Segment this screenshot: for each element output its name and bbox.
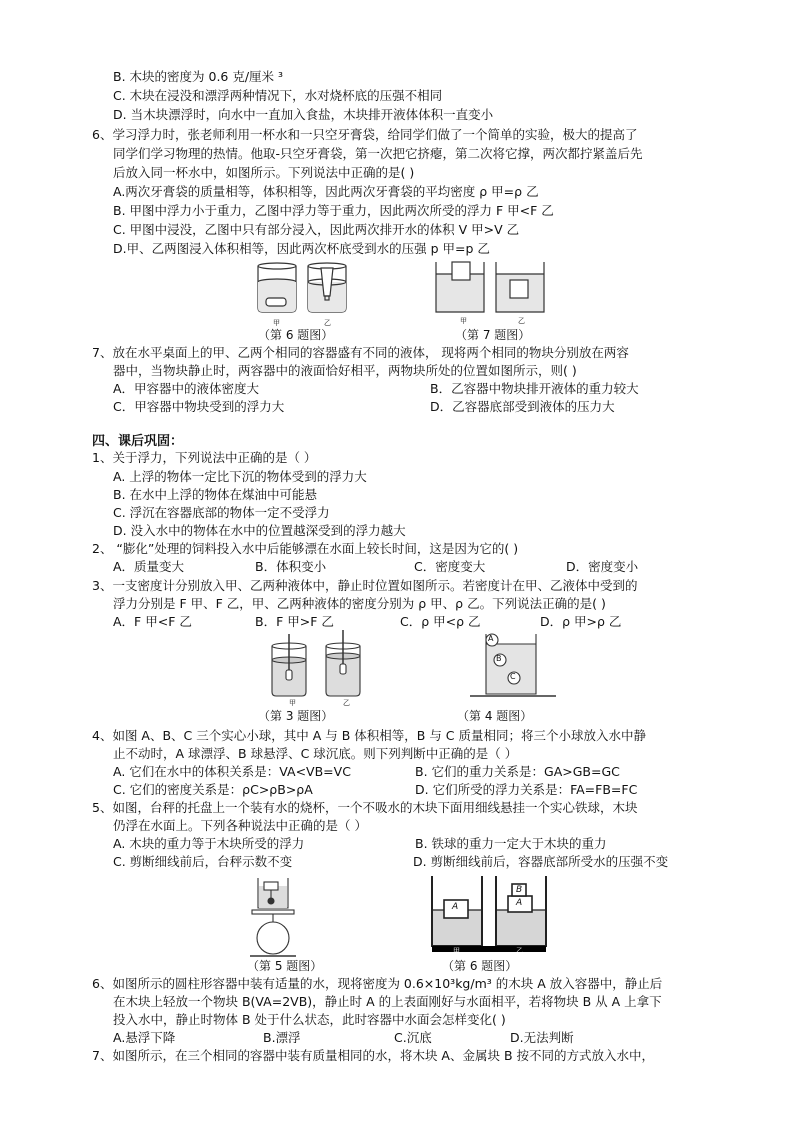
- figure-caption: （第 4 题图）: [457, 709, 533, 723]
- figure-caption: （第 6 题图）: [442, 959, 518, 973]
- option-text: A. 它们在水中的体积关系是：VA<VB=VC: [113, 764, 351, 779]
- option-text: D.无法判断: [510, 1030, 574, 1045]
- figure-label: 甲: [460, 317, 467, 325]
- question-stem: 在木块上轻放一个物块 B(VA=2VB)，静止时 A 的上表面刚好与水面相平，若将物块 B 从 A 上拿下: [113, 994, 662, 1009]
- figure-label: 乙: [343, 699, 350, 707]
- question-stem: 投入水中，静止时物体 B 处于什么状态，此时容器中水面会怎样变化( ): [113, 1012, 506, 1027]
- figure-scale: [244, 872, 304, 960]
- option-text: A.两次牙膏袋的质量相等，体积相等，因此两次牙膏袋的平均密度 ρ 甲=ρ 乙: [113, 184, 539, 199]
- question-stem: 3、一支密度计分别放入甲、乙两种液体中，静止时位置如图所示。若密度计在甲、乙液体中受到的: [92, 578, 638, 593]
- option-text: C．甲容器中物块受到的浮力大: [113, 399, 285, 414]
- question-stem: 7、放在水平桌面上的甲、乙两个相同的容器盛有不同的液体， 现将两个相同的物块分别放在两容: [92, 345, 629, 360]
- option-text: B. 在水中上浮的物体在煤油中可能悬: [113, 487, 318, 502]
- question-stem: 仍浮在水面上。下列各种说法中正确的是（ ）: [113, 818, 367, 833]
- option-text: C. 木块在浸没和漂浮两种情况下，水对烧杯底的压强不相同: [113, 88, 443, 103]
- question-stem: 后放入同一杯水中，如图所示。下列说法中正确的是( ): [113, 165, 415, 180]
- question-stem: 4、如图 A、B、C 三个实心小球，其中 A 与 B 体积相等，B 与 C 质量相同；将三个小球放入水中静: [92, 728, 646, 743]
- question-stem: 1、关于浮力，下列说法中正确的是（ ）: [92, 450, 317, 465]
- option-text: D.甲、乙两图浸入体积相等，因此两次杯底受到水的压强 p 甲=p 乙: [113, 241, 490, 256]
- section-heading: 四、课后巩固：: [92, 434, 184, 449]
- option-text: D．乙容器底部受到液体的压力大: [430, 399, 615, 414]
- question-stem: 7、如图所示，在三个相同的容器中装有质量相同的水，将木块 A、金属块 B 按不同的方式放入水中，: [92, 1048, 655, 1063]
- option-text: B. 铁球的重力一定大于木块的重力: [415, 836, 607, 851]
- option-text: A. 上浮的物体一定比下沉的物体受到的浮力大: [113, 469, 367, 484]
- block-label-a: A: [452, 902, 459, 912]
- option-text: C. 它们的密度关系是：ρC>ρB>ρA: [113, 782, 313, 797]
- ball-label-b: B: [496, 654, 502, 663]
- option-text: C. 甲图中浸没，乙图中只有部分浸入，因此两次排开水的体积 V 甲>V 乙: [113, 222, 520, 237]
- block-label-a: A: [516, 898, 523, 908]
- figure-hydrometer: [262, 630, 372, 700]
- option-text: B．F 甲>F 乙: [255, 614, 334, 629]
- question-stem: 2、 “膨化”处理的饲料投入水中后能够漂在水面上较长时间，这是因为它的( ): [92, 541, 519, 556]
- figure-caption: （第 5 题图）: [247, 959, 323, 973]
- question-stem: 6、如图所示的圆柱形容器中装有适量的水，现将密度为 0.6×10³kg/m³ 的木块 A 放入容器中，静止后: [92, 976, 663, 991]
- option-text: A.悬浮下降: [113, 1030, 176, 1045]
- question-stem: 器中，当物块静止时，两容器中的液面恰好相平，两物块所处的位置如图所示，则( ): [113, 363, 577, 378]
- option-text: A．甲容器中的液体密度大: [113, 381, 260, 396]
- figure-label: 乙: [516, 947, 523, 955]
- question-stem: 浮力分别是 F 甲、F 乙，甲、乙两种液体的密度分别为 ρ 甲、ρ 乙。下列说法正确的是( ): [113, 596, 606, 611]
- option-text: B. 它们的重力关系是：GA>GB=GC: [415, 764, 620, 779]
- block-label-b: B: [516, 885, 523, 895]
- option-text: C.沉底: [394, 1030, 432, 1045]
- option-text: D. 当木块漂浮时，向水中一直加入食盐，木块排开液体体积一直变小: [113, 107, 494, 122]
- figure-caption: （第 7 题图）: [455, 328, 531, 342]
- figure-caption: （第 3 题图）: [258, 709, 334, 723]
- option-text: C．ρ 甲<ρ 乙: [400, 614, 481, 629]
- figure-three-balls: [470, 630, 560, 700]
- option-text: D. 它们所受的浮力关系是：FA=FB=FC: [415, 782, 638, 797]
- option-text: D．ρ 甲>ρ 乙: [540, 614, 622, 629]
- option-text: A．F 甲<F 乙: [113, 614, 192, 629]
- option-text: B. 甲图中浮力小于重力，乙图中浮力等于重力，因此两次所受的浮力 F 甲<F 乙: [113, 203, 554, 218]
- figure-label: 乙: [518, 317, 525, 325]
- question-stem: 5、如图，台秤的托盘上一个装有水的烧杯，一个不吸水的木块下面用细线悬挂一个实心铁球，木块: [92, 800, 638, 815]
- option-text: C. 浮沉在容器底部的物体一定不受浮力: [113, 505, 330, 520]
- option-text: B.漂浮: [263, 1030, 301, 1045]
- figure-label: 甲: [453, 947, 460, 955]
- question-stem: 同学们学习物理的热情。他取-只空牙膏袋，第一次把它挤瘪，第二次将它撑，两次都拧紧盖后先: [113, 146, 643, 161]
- option-text: D．密度变小: [566, 559, 639, 574]
- figure-toothpaste-cups: [250, 258, 360, 320]
- question-stem: 6、学习浮力时，张老师利用一杯水和一只空牙膏袋，给同学们做了一个简单的实验，极大的提高了: [92, 127, 638, 142]
- ball-label-c: C: [510, 672, 516, 681]
- option-text: B．乙容器中物块排开液体的重力较大: [430, 381, 639, 396]
- option-text: B. 木块的密度为 0.6 克/厘米 ³: [113, 69, 284, 84]
- option-text: C. 剪断细线前后，台秤示数不变: [113, 854, 293, 869]
- figure-label: 甲: [273, 319, 280, 327]
- figure-label: 甲: [289, 699, 296, 707]
- figure-caption: （第 6 题图）: [258, 328, 334, 342]
- option-text: A. 木块的重力等于木块所受的浮力: [113, 836, 305, 851]
- option-text: D. 没入水中的物体在水中的位置越深受到的浮力越大: [113, 523, 406, 538]
- figure-blocks-ab: [428, 872, 548, 952]
- figure-containers-blocks: [430, 258, 550, 318]
- option-text: C．密度变大: [414, 559, 486, 574]
- option-text: A．质量变大: [113, 559, 185, 574]
- option-text: B．体积变小: [255, 559, 327, 574]
- option-text: D. 剪断细线前后，容器底部所受水的压强不变: [413, 854, 669, 869]
- question-stem: 止不动时，A 球漂浮、B 球悬浮、C 球沉底。则下列判断中正确的是（ ）: [113, 746, 518, 761]
- figure-label: 乙: [324, 319, 331, 327]
- ball-label-a: A: [488, 634, 494, 643]
